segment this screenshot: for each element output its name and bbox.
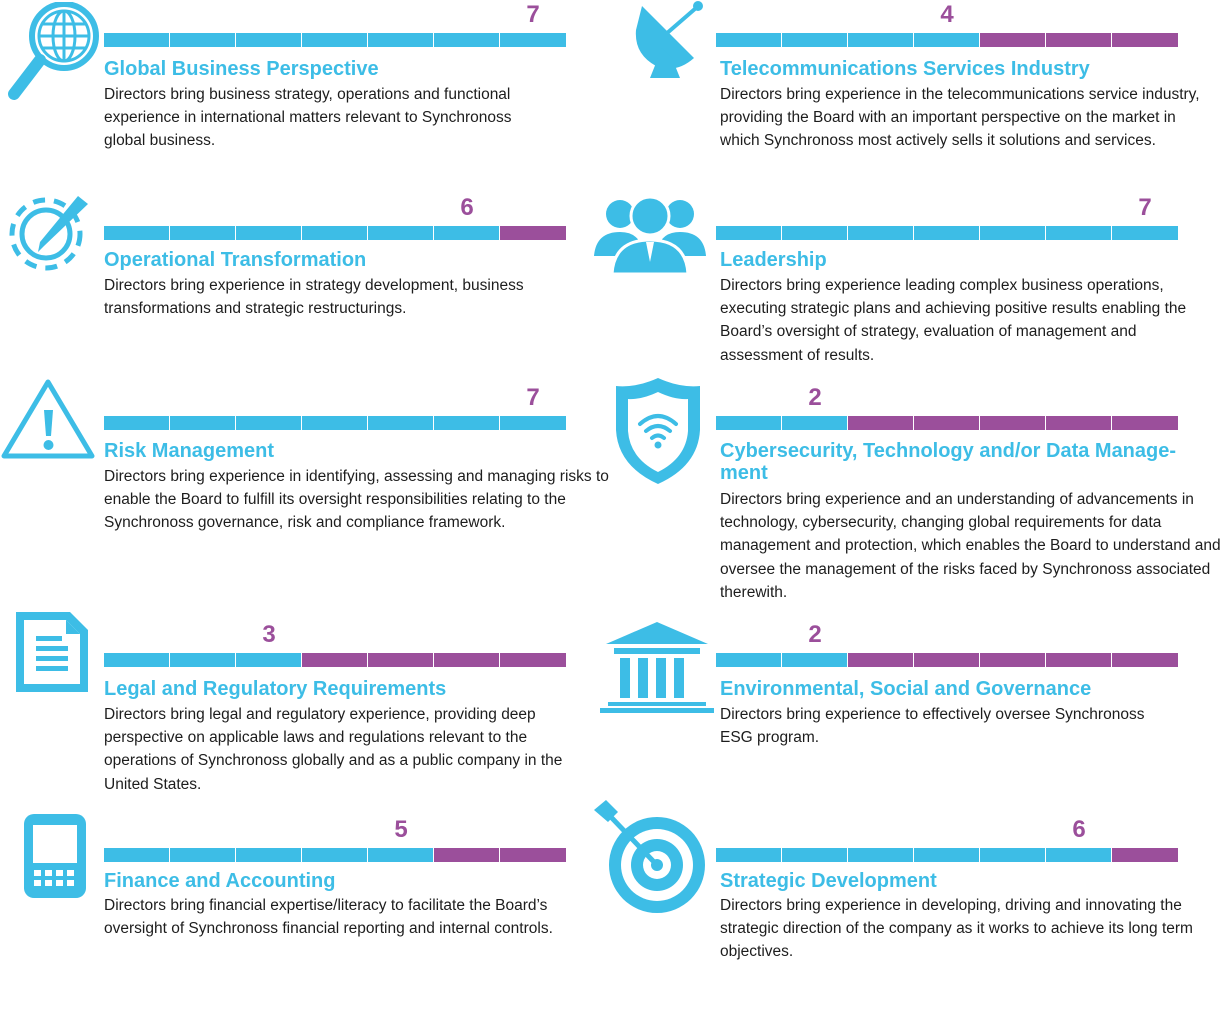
bar-segment-filled — [716, 226, 781, 240]
skill-title: Telecommunications Services Industry — [720, 58, 1090, 80]
skill-title: Global Business Perspective — [104, 58, 379, 80]
bar-segment-empty — [1112, 848, 1178, 862]
skill-bar — [716, 1, 1178, 47]
bar-segment-filled — [236, 33, 301, 47]
bar-segment-filled — [104, 33, 169, 47]
bar-segment-empty — [1112, 416, 1178, 430]
skill-count: 2 — [808, 384, 822, 411]
bar-segment-filled — [716, 33, 781, 47]
skill-description: Directors bring experience and an understanding of advancements in technology, cybersecurity, changing global requirements for data management and protection, which enables the Board to understand and oversee the management of the risks faced by Synchronoss associated therewith. — [720, 491, 1221, 601]
gear-pencil-icon — [4, 186, 98, 278]
skill-description: Directors bring experience in developing, driving and innovating the strategic direction of the company as it works to achieve its long term objectives. — [720, 897, 1193, 961]
bar-segment-filled — [782, 848, 847, 862]
bar-segment-filled — [302, 416, 367, 430]
bar-segment-empty — [500, 226, 566, 240]
skill-count: 6 — [1072, 816, 1086, 843]
bar-segment-filled — [980, 226, 1045, 240]
bar-segment-filled — [104, 226, 169, 240]
bar-segment-filled — [782, 226, 847, 240]
bar-segment-empty — [1046, 416, 1111, 430]
bar-segment-filled — [848, 33, 913, 47]
bar-segment-empty — [914, 653, 979, 667]
bar-segment-filled — [170, 416, 235, 430]
skill-title: Risk Management — [104, 440, 275, 462]
bar-segment-filled — [500, 416, 566, 430]
bar-segment-filled — [848, 226, 913, 240]
bar-segment-filled — [368, 848, 433, 862]
skill-bar — [716, 194, 1178, 240]
bar-segment-filled — [236, 653, 301, 667]
bar-segment-filled — [434, 226, 499, 240]
bar-segment-filled — [170, 226, 235, 240]
skill-title: Operational Transformation — [104, 249, 367, 271]
bar-segment-filled — [302, 848, 367, 862]
bar-segment-empty — [848, 653, 913, 667]
skill-description: Directors bring experience in strategy development, business transformations and strategic restructurings. — [104, 277, 524, 318]
skill-description: Directors bring business strategy, operations and functional experience in international matters relevant to Synchronoss global business. — [104, 86, 512, 150]
bar-segment-filled — [236, 226, 301, 240]
skill-title: Leadership — [720, 249, 827, 271]
shield-wifi-icon — [612, 374, 704, 488]
bar-segment-filled — [302, 33, 367, 47]
bar-segment-empty — [1046, 33, 1111, 47]
skill-bar — [104, 384, 566, 430]
bar-segment-empty — [500, 848, 566, 862]
bar-segment-filled — [368, 33, 433, 47]
bar-segment-empty — [302, 653, 367, 667]
bar-segment-empty — [434, 848, 499, 862]
bar-segment-empty — [500, 653, 566, 667]
skill-description: Directors bring experience in the telecommunications service industry, providing the Board with an important perspective on the market in which Synchronoss most actively sells it solutions and services. — [720, 86, 1200, 150]
skill-count: 3 — [262, 621, 276, 648]
skill-count: 6 — [460, 194, 474, 221]
bar-segment-filled — [368, 226, 433, 240]
bar-segment-filled — [236, 416, 301, 430]
bar-segment-filled — [170, 653, 235, 667]
skill-count: 7 — [526, 384, 540, 411]
bar-segment-empty — [1046, 653, 1111, 667]
skill-description: Directors bring experience in identifying, assessing and managing risks to enable the Board to fulfill its oversight responsibilities relating to the Synchronoss governance, risk and compliance framework. — [104, 468, 609, 532]
skill-title: Environmental, Social and Governance — [720, 678, 1092, 700]
bar-segment-empty — [434, 653, 499, 667]
globe-search-icon — [4, 2, 100, 104]
skill-description: Directors bring legal and regulatory experience, providing deep perspective on applicable laws and regulations relevant to the operations of Synchronoss globally and as a public company in the United States. — [104, 706, 563, 793]
bar-segment-filled — [302, 226, 367, 240]
skill-bar — [716, 816, 1178, 862]
skill-title: Legal and Regulatory Requirements — [104, 678, 447, 700]
bar-segment-empty — [980, 416, 1045, 430]
bar-segment-empty — [914, 416, 979, 430]
bar-segment-filled — [104, 848, 169, 862]
warning-triangle-icon — [0, 376, 98, 462]
skill-description: Directors bring experience to effectively oversee Synchronoss ESG program. — [720, 706, 1145, 747]
bar-segment-filled — [914, 226, 979, 240]
bar-segment-filled — [434, 416, 499, 430]
bar-segment-filled — [368, 416, 433, 430]
bar-segment-filled — [716, 848, 781, 862]
skill-bar — [716, 384, 1178, 430]
bar-segment-filled — [914, 33, 979, 47]
skill-count: 7 — [526, 1, 540, 28]
bar-segment-empty — [848, 416, 913, 430]
bar-segment-filled — [914, 848, 979, 862]
skill-description: Directors bring experience leading complex business operations, executing strategic plans and achieving positive results enabling the Board’s oversight of strategy, evaluation of management and assessment of results. — [720, 277, 1187, 364]
bar-segment-empty — [368, 653, 433, 667]
people-group-icon — [592, 190, 708, 276]
bar-segment-empty — [1112, 653, 1178, 667]
bar-segment-filled — [1046, 848, 1111, 862]
bar-segment-filled — [1046, 226, 1111, 240]
bar-segment-filled — [170, 848, 235, 862]
bar-segment-filled — [716, 416, 781, 430]
skill-title: Strategic Development — [720, 870, 937, 892]
calculator-phone-icon — [22, 812, 88, 900]
skill-count: 4 — [940, 1, 954, 28]
target-arrow-icon — [590, 796, 712, 920]
skill-count: 7 — [1138, 194, 1152, 221]
document-icon — [14, 610, 90, 694]
bar-segment-empty — [1112, 33, 1178, 47]
bar-segment-filled — [848, 848, 913, 862]
bar-segment-filled — [782, 33, 847, 47]
skill-bar — [104, 194, 566, 240]
bar-segment-filled — [236, 848, 301, 862]
skill-bar — [716, 621, 1178, 667]
skill-title: Finance and Accounting — [104, 870, 336, 892]
bar-segment-empty — [980, 653, 1045, 667]
bar-segment-filled — [500, 33, 566, 47]
bar-segment-empty — [980, 33, 1045, 47]
bar-segment-filled — [434, 33, 499, 47]
skill-bar — [104, 816, 566, 862]
bar-segment-filled — [170, 33, 235, 47]
bar-segment-filled — [716, 653, 781, 667]
bar-segment-filled — [1112, 226, 1178, 240]
skill-description: Directors bring financial expertise/literacy to facilitate the Board’s oversight of Synchronoss financial reporting and internal controls. — [104, 897, 553, 938]
government-building-icon — [600, 620, 714, 714]
skill-bar — [104, 1, 566, 47]
bar-segment-filled — [104, 653, 169, 667]
bar-segment-filled — [104, 416, 169, 430]
skill-title: Cybersecurity, Technology and/or Data Manage-ment — [720, 440, 1177, 484]
satellite-dish-icon — [620, 0, 710, 82]
skill-bar — [104, 621, 566, 667]
bar-segment-filled — [980, 848, 1045, 862]
bar-segment-filled — [782, 653, 847, 667]
skill-count: 2 — [808, 621, 822, 648]
skill-count: 5 — [394, 816, 408, 843]
bar-segment-filled — [782, 416, 847, 430]
